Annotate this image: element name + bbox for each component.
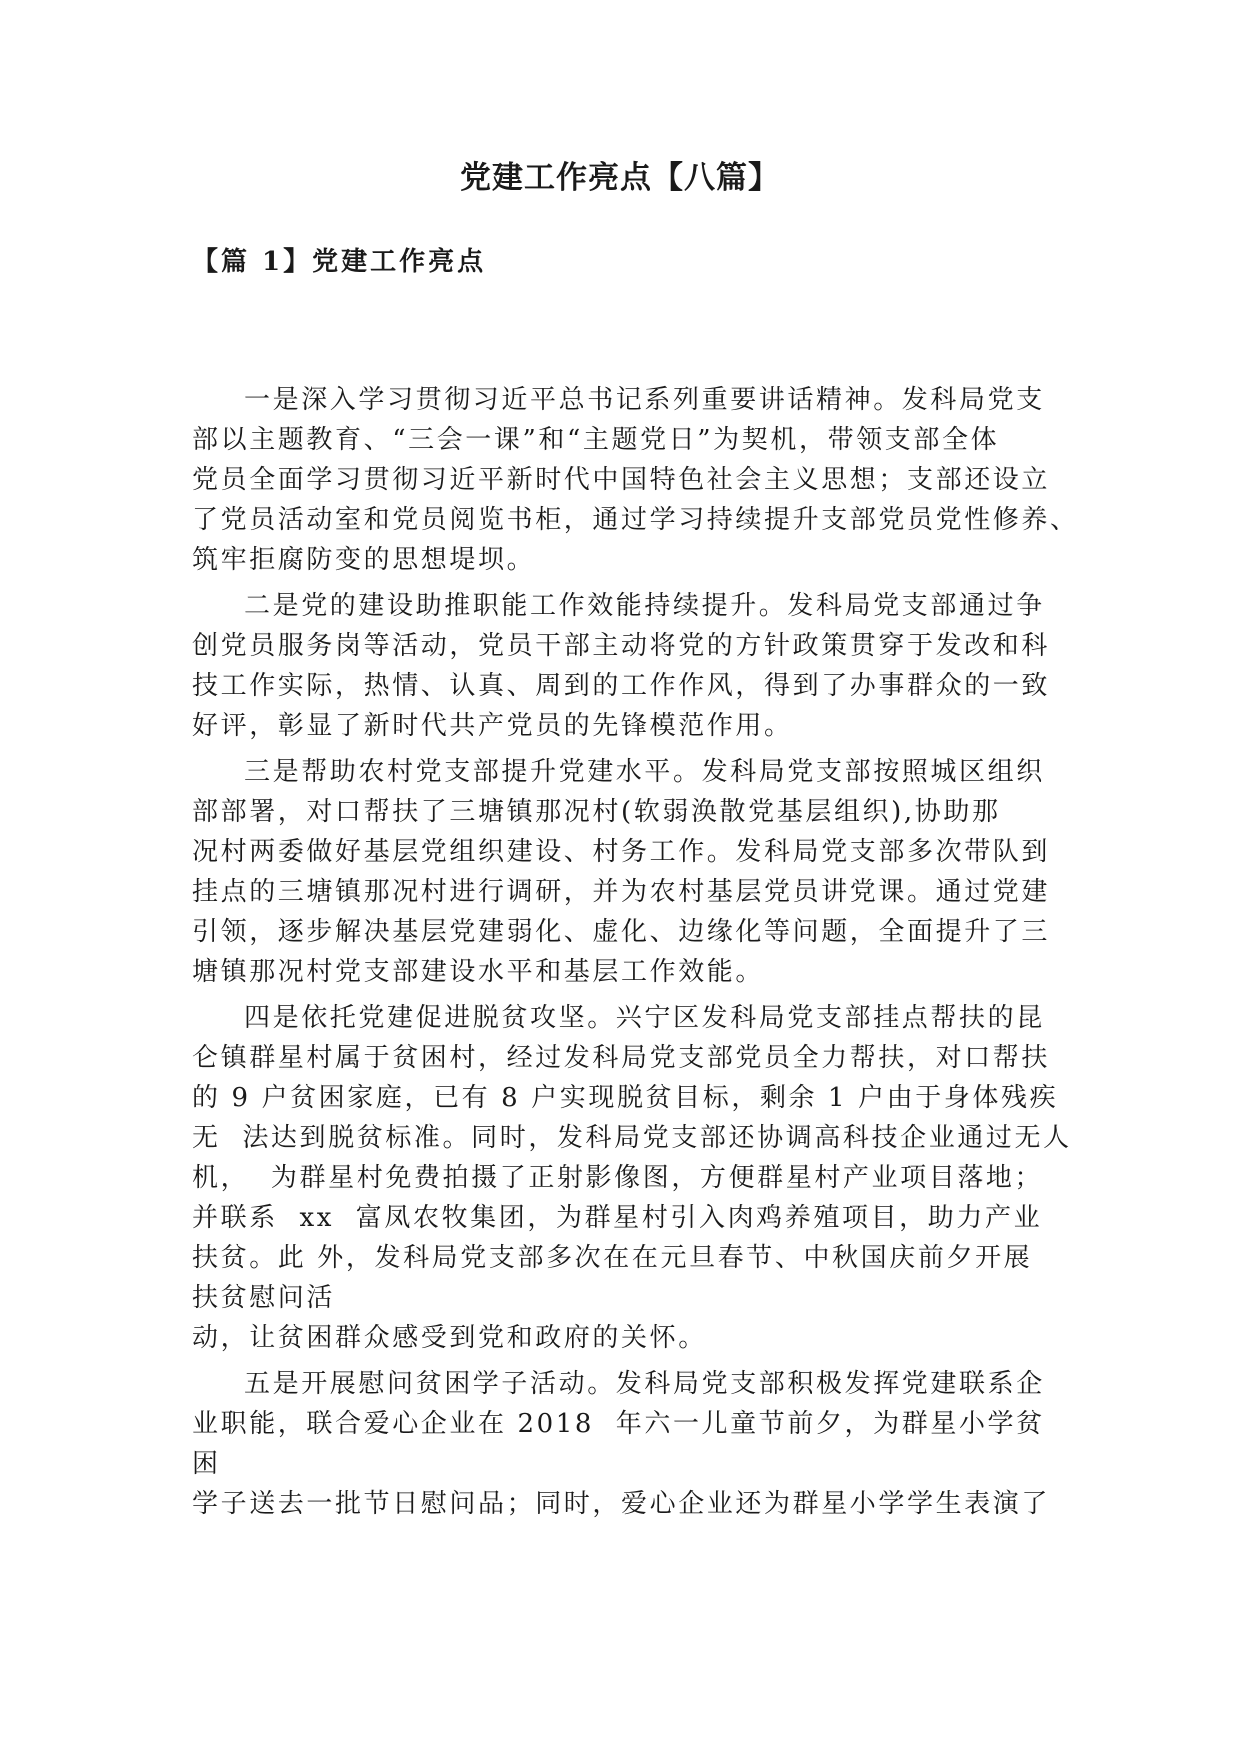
paragraph	[192, 998, 1072, 1358]
paragraph-line: 部以主题教育、“三会一课”和“主题党日”为契机，带领支部全体	[192, 425, 1000, 455]
paragraph-line: 筑牢拒腐防变的思想堤坝。	[192, 545, 536, 575]
paragraph-line: 的 9 户贫困家庭，已有 8 户实现脱贫目标，剩余 1 户由于身体残疾	[192, 1083, 1059, 1113]
paragraph-line: 动，让贫困群众感受到党和政府的关怀。	[192, 1323, 707, 1353]
paragraph-line: 了党员活动室和党员阅览书柜，通过学习持续提升支部党员党性修养、	[192, 505, 1079, 535]
paragraph-line: 无 法达到脱贫标准。同时，发科局党支部还协调高科技企业通过无人	[192, 1123, 1072, 1153]
paragraph-line: 塘镇那况村党支部建设水平和基层工作效能。	[192, 957, 765, 987]
paragraph-line: 技工作实际，热情、认真、周到的工作作风，得到了办事群众的一致	[192, 671, 1051, 701]
paragraph	[192, 752, 1054, 992]
paragraph-line: 创党员服务岗等活动，党员干部主动将党的方针政策贯穿于发改和科	[192, 631, 1051, 661]
paragraph-line: 况村两委做好基层党组织建设、村务工作。发科局党支部多次带队到	[192, 837, 1051, 867]
paragraph-line: 并联系 xx 富凤农牧集团，为群星村引入肉鸡养殖项目，助力产业	[192, 1203, 1043, 1233]
document-title: 党建工作亮点【八篇】	[460, 160, 780, 196]
paragraph-line: 二是党的建设助推职能工作效能持续提升。发科局党支部通过争	[244, 591, 1045, 621]
paragraph-line: 好评，彰显了新时代共产党员的先锋模范作用。	[192, 711, 793, 741]
paragraph-line: 业职能，联合爱心企业在 2018 年六一儿童节前夕，为群星小学贫	[192, 1409, 1045, 1439]
paragraph	[192, 586, 1054, 746]
paragraph-line: 四是依托党建促进脱贫攻坚。兴宁区发科局党支部挂点帮扶的昆	[244, 1003, 1045, 1033]
paragraph	[192, 380, 1079, 580]
section-heading: 【篇 1】党建工作亮点	[192, 247, 487, 277]
paragraph-line: 扶贫。此 外，发科局党支部多次在在元旦春节、中秋国庆前夕开展	[192, 1243, 1033, 1273]
paragraph-line: 仑镇群星村属于贫困村，经过发科局党支部党员全力帮扶，对口帮扶	[192, 1043, 1051, 1073]
paragraph-line: 五是开展慰问贫困学子活动。发科局党支部积极发挥党建联系企	[244, 1369, 1045, 1399]
paragraph-line: 部部署，对口帮扶了三塘镇那况村(软弱涣散党基层组织),协助那	[192, 797, 1001, 827]
paragraph-line: 三是帮助农村党支部提升党建水平。发科局党支部按照城区组织	[244, 757, 1045, 787]
paragraph-line: 一是深入学习贯彻习近平总书记系列重要讲话精神。发科局党支	[244, 385, 1045, 415]
paragraph-line: 党员全面学习贯彻习近平新时代中国特色社会主义思想；支部还设立	[192, 465, 1051, 495]
paragraph-line: 困	[192, 1449, 221, 1479]
paragraph-line: 扶贫慰问活	[192, 1283, 336, 1313]
paragraph-line: 引领，逐步解决基层党建弱化、虚化、边缘化等问题，全面提升了三	[192, 917, 1051, 947]
paragraph-line: 机， 为群星村免费拍摄了正射影像图，方便群星村产业项目落地；	[192, 1163, 1044, 1193]
document-body	[192, 380, 1079, 1530]
paragraph-line: 学子送去一批节日慰问品；同时，爱心企业还为群星小学学生表演了	[192, 1489, 1051, 1519]
paragraph-line: 挂点的三塘镇那况村进行调研，并为农村基层党员讲党课。通过党建	[192, 877, 1051, 907]
paragraph	[192, 1364, 1054, 1524]
